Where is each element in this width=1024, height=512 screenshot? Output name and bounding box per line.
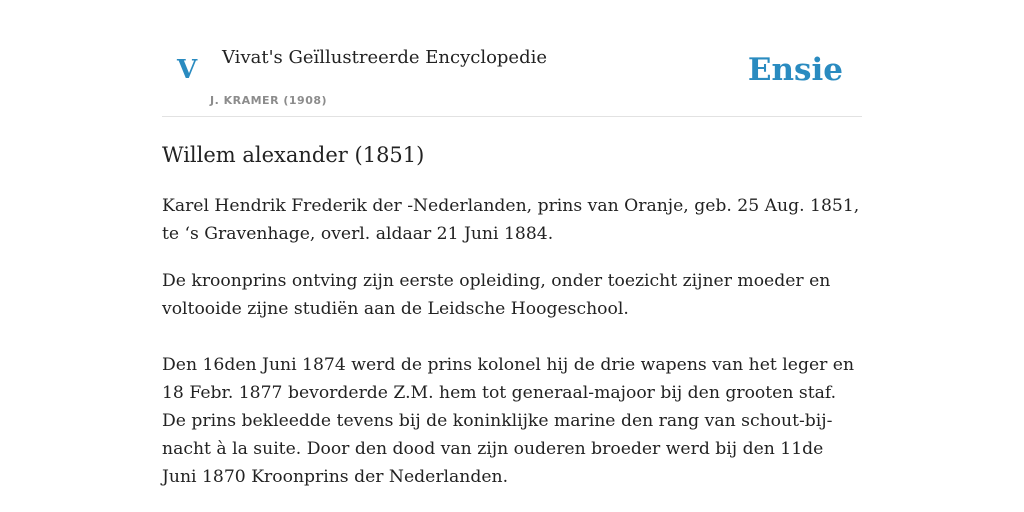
site-header <box>162 0 862 117</box>
publication-logo[interactable]: V <box>177 55 198 85</box>
publication-author: J. KRAMER (1908) <box>210 94 328 107</box>
article-paragraph: Den 16den Juni 1874 werd de prins kolonel hij de drie wapens van het leger en 18 Febr. 1877 bevorderde Z.M. hem tot generaal-majoor bij den grooten staf. De prins bekleedde tevens bij de koninklijke marine den rang van schout-bij-nacht à la suite. Door den dood van zijn ouderen broeder werd bij den 11de Juni 1870 Kroonprins der Nederlanden. <box>162 355 855 487</box>
article-title: Willem alexander (1851) <box>162 143 425 167</box>
publication-title[interactable]: Vivat's Geïllustreerde Encyclopedie <box>222 47 548 68</box>
article <box>162 140 862 491</box>
article-paragraph: De kroonprins ontving zijn eerste opleiding, onder toezicht zijner moeder en voltooide zijne studiën aan de Leidsche Hoogeschool. <box>162 271 831 319</box>
ensie-logo[interactable]: Ensie <box>747 52 843 88</box>
article-paragraph: Karel Hendrik Frederik der -Nederlanden, prins van Oranje, geb. 25 Aug. 1851, te ‘s Gravenhage, overl. aldaar 21 Juni 1884. <box>162 196 860 244</box>
